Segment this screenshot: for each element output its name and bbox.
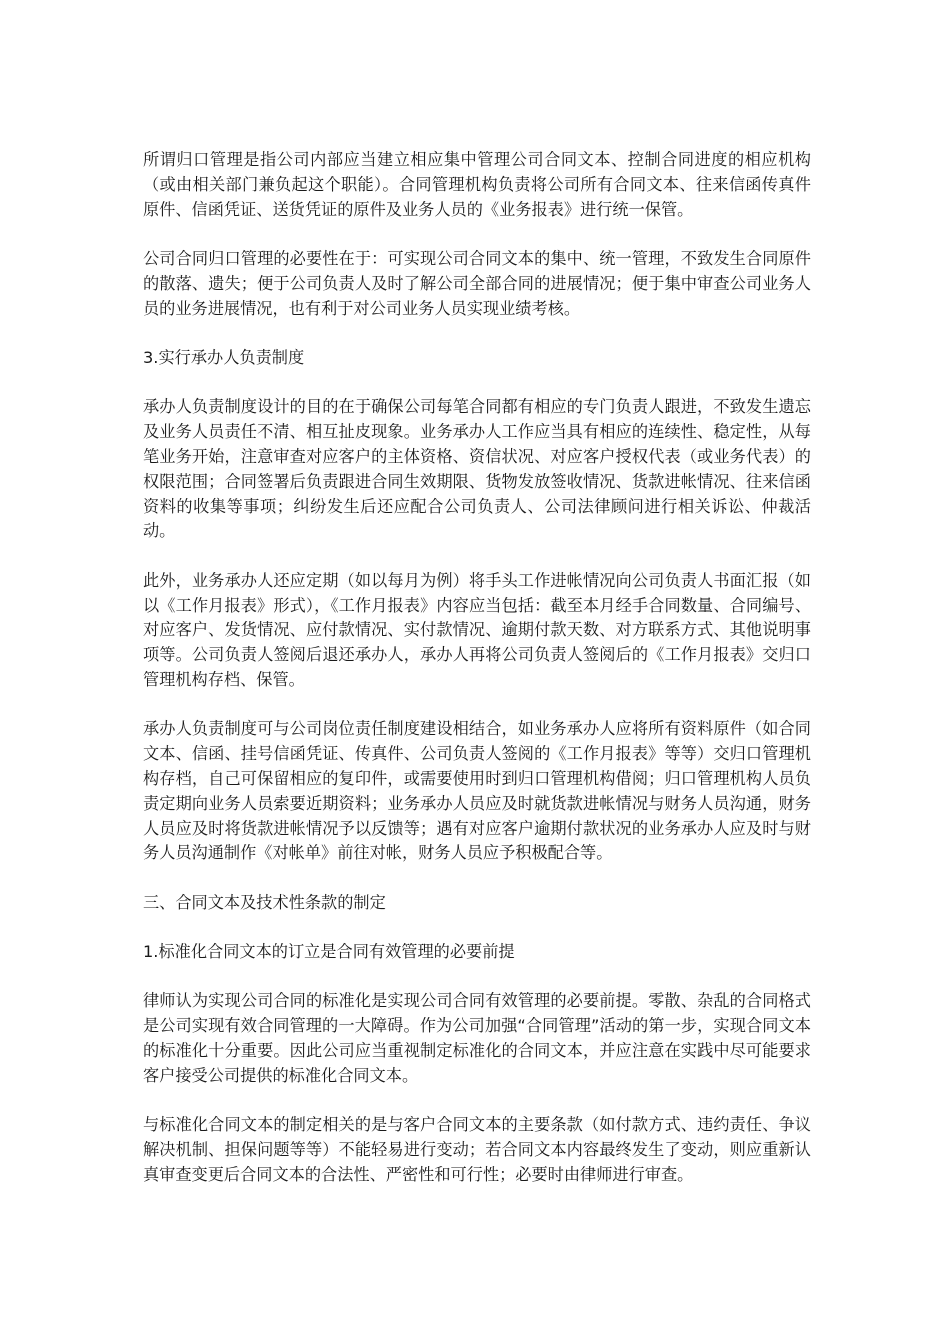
paragraph-responsible-person-purpose: 承办人负责制度设计的目的在于确保公司每笔合同都有相应的专门负责人跟进，不致发生遗忘及业务人员责任不清、相互扯皮现象。业务承办人工作应当具有相应的连续性、稳定性，从每笔业务开始，注意审查对应客户的主体资格、资信状况、对应客户授权代表（或业务代表）的权限范围；合同签署后负责跟进合同生效期限、货物发放签收情况、货款进帐情况、往来信函资料的收集等事项；纠纷发生后还应配合公司负责人、公司法律顾问进行相关诉讼、仲裁活动。 (143, 397, 811, 541)
paragraph-post-responsibility-integration: 承办人负责制度可与公司岗位责任制度建设相结合，如业务承办人应将所有资料原件（如合同文本、信函、挂号信函凭证、传真件、公司负责人签阅的《工作月报表》等等）交归口管理机构存档，自己可保留相应的复印件，或需要使用时到归口管理机构借阅；归口管理机构人员负责定期向业务人员索要近期资料；业务承办人员应及时就货款进帐情况与财务人员沟通，财务人员应及时将货款进帐情况予以反馈等；遇有对应客户逾期付款状况的业务承办人应及时与财务人员沟通制作《对帐单》前往对帐，财务人员应予积极配合等。 (143, 719, 811, 863)
paragraph-monthly-report: 此外，业务承办人还应定期（如以每月为例）将手头工作进帐情况向公司负责人书面汇报（如以《工作月报表》形式），《工作月报表》内容应当包括：截至本月经手合同数量、合同编号、对应客户、发货情况、应付款情况、实付款情况、逾期付款天数、对方联系方式、其他说明事项等。公司负责人签阅后退还承办人，承办人再将公司负责人签阅后的《工作月报表》交归口管理机构存档、保管。 (143, 570, 811, 689)
paragraph-main-clauses: 与标准化合同文本的制定相关的是与客户合同文本的主要条款（如付款方式、违约责任、争议解决机制、担保问题等等）不能轻易进行变动；若合同文本内容最终发生了变动，则应重新认真审查变更后合同文本的合法性、严密性和可行性；必要时由律师进行审查。 (143, 1115, 811, 1184)
heading-section-three: 三、合同文本及技术性条款的制定 (143, 892, 386, 912)
heading-standardized-contract-text: 1.标准化合同文本的订立是合同有效管理的必要前提 (143, 942, 515, 962)
heading-responsible-person-system: 3.实行承办人负责制度 (143, 347, 305, 367)
document-body (143, 148, 811, 1212)
paragraph-centralized-management-necessity: 公司合同归口管理的必要性在于：可实现公司合同文本的集中、统一管理，不致发生合同原件的散落、遗失；便于公司负责人及时了解公司全部合同的进展情况；便于集中审查公司业务人员的业务进展情况，也有利于对公司业务人员实现业绩考核。 (143, 248, 811, 318)
paragraph-centralized-management-definition: 所谓归口管理是指公司内部应当建立相应集中管理公司合同文本、控制合同进度的相应机构（或由相关部门兼负起这个职能）。合同管理机构负责将公司所有合同文本、往来信函传真件原件、信函凭证、送货凭证的原件及业务人员的《业务报表》进行统一保管。 (143, 150, 811, 219)
paragraph-standardization-importance: 律师认为实现公司合同的标准化是实现公司合同有效管理的必要前提。零散、杂乱的合同格式是公司实现有效合同管理的一大障碍。作为公司加强“合同管理”活动的第一步，实现合同文本的标准化十分重要。因此公司应当重视制定标准化的合同文本，并应注意在实践中尽可能要求客户接受公司提供的标准化合同文本。 (143, 991, 811, 1085)
